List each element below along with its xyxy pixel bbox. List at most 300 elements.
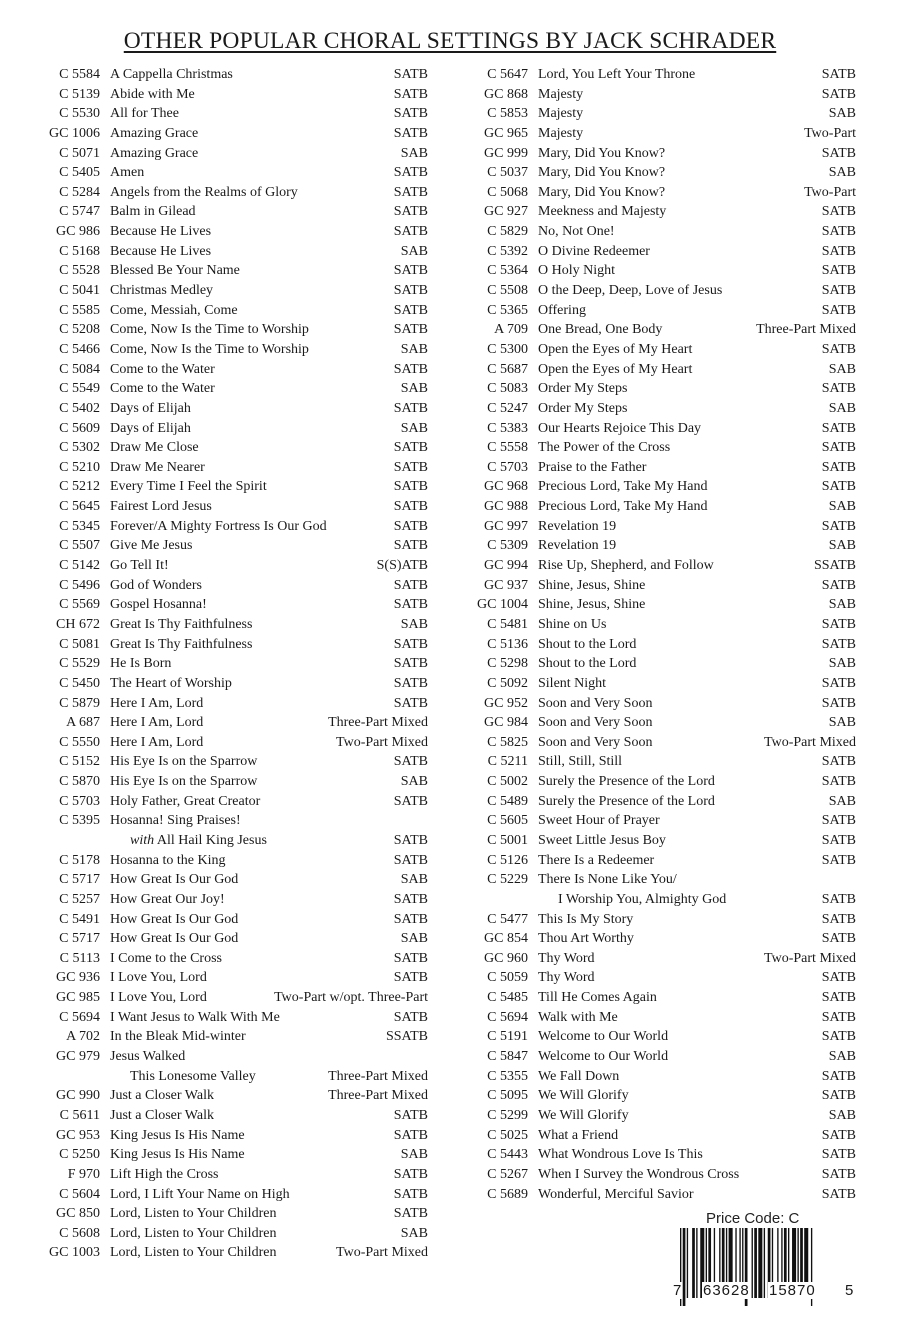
voicing: SATB	[393, 1009, 428, 1025]
song-title: Draw Me Nearer	[110, 459, 205, 475]
catalog-entry	[458, 733, 856, 753]
song-title: Jesus Walked	[110, 1049, 186, 1065]
voicing: Two-Part	[804, 125, 856, 141]
voicing: SATB	[821, 754, 856, 770]
catalog-entry	[458, 320, 856, 340]
catalog-code: C 5267	[487, 1166, 528, 1182]
voicing: SATB	[393, 636, 428, 652]
song-title: Here I Am, Lord	[110, 695, 204, 711]
song-title: Amen	[110, 165, 145, 181]
voicing: SATB	[821, 1166, 856, 1182]
catalog-code: C 5507	[59, 538, 100, 554]
voicing: SAB	[400, 420, 428, 436]
catalog-code: C 5443	[487, 1147, 528, 1163]
catalog-entry	[30, 1106, 428, 1126]
catalog-code: C 5152	[59, 754, 100, 770]
voicing: SATB	[393, 1166, 428, 1182]
catalog-code: C 5550	[59, 734, 100, 750]
voicing: SATB	[393, 224, 428, 240]
catalog-code: C 5689	[487, 1186, 528, 1202]
catalog-code: C 5081	[59, 636, 100, 652]
catalog-code: GC 997	[484, 518, 528, 534]
catalog-entry	[458, 85, 856, 105]
catalog-code: C 5694	[487, 1009, 528, 1025]
song-title: Christmas Medley	[110, 283, 214, 299]
song-title: Wonderful, Merciful Savior	[538, 1186, 694, 1202]
song-title: There Is None Like You/	[538, 872, 677, 888]
catalog-entry	[458, 713, 856, 733]
voicing: SAB	[400, 1225, 428, 1241]
voicing: SAB	[400, 872, 428, 888]
catalog-entry	[30, 497, 428, 517]
catalog-code: C 5092	[487, 675, 528, 691]
song-title: Shout to the Lord	[538, 636, 637, 652]
song-title: I Come to the Cross	[110, 950, 222, 966]
voicing: SATB	[393, 656, 428, 672]
catalog-code: C 5041	[59, 283, 100, 299]
catalog-code: C 5178	[59, 852, 100, 868]
voicing: SATB	[821, 518, 856, 534]
catalog-entry	[30, 222, 428, 242]
price-code: Price Code: C	[706, 1210, 800, 1227]
catalog-code: GC 986	[56, 224, 100, 240]
voicing: SAB	[828, 656, 856, 672]
catalog-entry	[458, 615, 856, 635]
catalog-code: A 687	[66, 715, 100, 731]
catalog-entry	[458, 1145, 856, 1165]
song-title: His Eye Is on the Sparrow	[110, 774, 258, 790]
catalog-code: C 5825	[487, 734, 528, 750]
catalog-code: C 5491	[59, 911, 100, 927]
catalog-code: C 5703	[487, 459, 528, 475]
voicing: SATB	[821, 832, 856, 848]
catalog-code: C 5405	[59, 165, 100, 181]
catalog-entry	[458, 379, 856, 399]
catalog-entry	[458, 870, 856, 890]
song-title: Open the Eyes of My Heart	[538, 341, 693, 357]
voicing: SATB	[393, 67, 428, 82]
song-title: This Lonesome Valley	[130, 1068, 256, 1084]
song-title: Our Hearts Rejoice This Day	[538, 420, 702, 436]
song-title: Lord, Listen to Your Children	[110, 1245, 277, 1261]
catalog-entry	[458, 654, 856, 674]
catalog-entry	[30, 694, 428, 714]
voicing: SATB	[393, 263, 428, 279]
catalog-code: C 5139	[59, 86, 100, 102]
voicing: SSATB	[813, 558, 856, 574]
voicing: SAB	[828, 793, 856, 809]
catalog-entry	[30, 399, 428, 419]
catalog-entry	[458, 556, 856, 576]
catalog-code: C 5257	[59, 891, 100, 907]
catalog-code: C 5095	[487, 1088, 528, 1104]
catalog-entry	[458, 1126, 856, 1146]
catalog-code: C 5569	[59, 597, 100, 613]
catalog-entry	[458, 772, 856, 792]
catalog-code: C 5126	[487, 852, 528, 868]
voicing: SATB	[821, 263, 856, 279]
voicing: SATB	[821, 1029, 856, 1045]
song-title: This Is My Story	[538, 911, 634, 927]
song-title: Come, Now Is the Time to Worship	[110, 322, 309, 338]
song-title: He Is Born	[110, 656, 172, 672]
voicing: SATB	[393, 538, 428, 554]
voicing: SAB	[400, 381, 428, 397]
catalog-entry	[458, 438, 856, 458]
voicing: Two-Part Mixed	[336, 1245, 428, 1261]
voicing: SAB	[828, 400, 856, 416]
catalog-entry	[458, 497, 856, 517]
catalog-entry	[458, 694, 856, 714]
voicing: SATB	[821, 616, 856, 632]
voicing: SAB	[828, 538, 856, 554]
catalog-code: GC 850	[56, 1206, 100, 1222]
song-title: O Divine Redeemer	[538, 243, 650, 259]
catalog-entry	[458, 851, 856, 871]
catalog-entry	[30, 831, 428, 851]
catalog-code: C 5395	[59, 813, 100, 829]
catalog-entry	[30, 772, 428, 792]
voicing: Three-Part Mixed	[328, 715, 428, 731]
song-title: The Heart of Worship	[110, 675, 232, 691]
catalog-code: C 5608	[59, 1225, 100, 1241]
song-title: Come, Now Is the Time to Worship	[110, 341, 309, 357]
song-title: No, Not One!	[538, 224, 615, 240]
catalog-entry	[458, 163, 856, 183]
voicing: Two-Part Mixed	[764, 734, 856, 750]
voicing: SAB	[828, 715, 856, 731]
catalog-code: GC 1003	[49, 1245, 100, 1261]
catalog-entry	[30, 65, 428, 85]
song-title: Lord, You Left Your Throne	[538, 67, 696, 82]
catalog-code: GC 990	[56, 1088, 100, 1104]
voicing: SATB	[821, 341, 856, 357]
voicing: SAB	[828, 165, 856, 181]
song-title: Here I Am, Lord	[110, 734, 204, 750]
song-title: What a Friend	[538, 1127, 619, 1143]
voicing: SAB	[828, 106, 856, 122]
song-title: Mary, Did You Know?	[538, 145, 666, 161]
song-title: Precious Lord, Take My Hand	[538, 499, 708, 515]
catalog-code: GC 960	[484, 950, 528, 966]
song-title: When I Survey the Wondrous Cross	[538, 1166, 740, 1182]
catalog-code: GC 985	[56, 990, 100, 1006]
catalog-code: C 5302	[59, 440, 100, 456]
song-title: We Will Glorify	[538, 1107, 629, 1123]
voicing: SATB	[393, 1127, 428, 1143]
voicing: SATB	[393, 793, 428, 809]
voicing: SAB	[400, 145, 428, 161]
voicing: SATB	[393, 597, 428, 613]
catalog-entry	[30, 654, 428, 674]
catalog-entry	[30, 870, 428, 890]
catalog-code: C 5136	[487, 636, 528, 652]
page-title: OTHER POPULAR CHORAL SETTINGS BY JACK SCHRADER	[123, 28, 777, 54]
song-title: His Eye Is on the Sparrow	[110, 754, 258, 770]
catalog-entry	[30, 419, 428, 439]
catalog-entry	[458, 910, 856, 930]
song-title: King Jesus Is His Name	[110, 1127, 245, 1143]
song-title: Thy Word	[538, 970, 595, 986]
catalog-entry	[458, 536, 856, 556]
voicing: SATB	[393, 283, 428, 299]
voicing: SATB	[393, 499, 428, 515]
catalog-entry	[30, 674, 428, 694]
voicing: SAB	[828, 499, 856, 515]
catalog-entry	[30, 104, 428, 124]
catalog-entry	[30, 595, 428, 615]
voicing: SATB	[393, 754, 428, 770]
catalog-entry	[458, 674, 856, 694]
catalog-entry	[458, 261, 856, 281]
voicing: SATB	[393, 106, 428, 122]
voicing: SATB	[393, 852, 428, 868]
voicing: SATB	[393, 302, 428, 318]
catalog-entry	[30, 1145, 428, 1165]
catalog-entry	[458, 242, 856, 262]
voicing: SATB	[821, 86, 856, 102]
voicing: SATB	[821, 636, 856, 652]
catalog-entry	[458, 1067, 856, 1087]
catalog-code: C 5489	[487, 793, 528, 809]
catalog-entry	[458, 988, 856, 1008]
voicing: SAB	[400, 341, 428, 357]
catalog-entry	[30, 615, 428, 635]
catalog-entry	[458, 635, 856, 655]
voicing: S(S)ATB	[376, 558, 428, 574]
voicing: SAB	[828, 1049, 856, 1065]
catalog-entry	[458, 890, 856, 910]
catalog-code: C 5068	[487, 184, 528, 200]
voicing: SATB	[821, 243, 856, 259]
song-title: Thy Word	[538, 950, 595, 966]
song-title: Angels from the Realms of Glory	[110, 184, 298, 200]
catalog-entry	[458, 1165, 856, 1185]
catalog-code: C 5747	[59, 204, 100, 220]
catalog-code: C 5247	[487, 400, 528, 416]
catalog-entry	[30, 85, 428, 105]
voicing: SATB	[393, 1107, 428, 1123]
song-title: Sweet Hour of Prayer	[538, 813, 660, 829]
catalog-code: C 5645	[59, 499, 100, 515]
catalog-entry	[30, 320, 428, 340]
song-title: Hosanna! Sing Praises!	[110, 813, 241, 829]
catalog-code: C 5212	[59, 479, 100, 495]
voicing: SAB	[828, 597, 856, 613]
song-title: How Great Our Joy!	[110, 891, 225, 907]
right-column	[458, 65, 856, 1204]
catalog-entry	[30, 792, 428, 812]
catalog-code: C 5584	[59, 67, 100, 82]
catalog-entry	[458, 458, 856, 478]
catalog-entry	[458, 1027, 856, 1047]
catalog-code: C 5037	[487, 165, 528, 181]
catalog-entry	[30, 360, 428, 380]
voicing: SATB	[393, 125, 428, 141]
voicing: SATB	[393, 695, 428, 711]
voicing: SATB	[821, 145, 856, 161]
voicing: SATB	[393, 440, 428, 456]
catalog-code: C 5450	[59, 675, 100, 691]
voicing: SATB	[821, 1186, 856, 1202]
catalog-entry	[30, 144, 428, 164]
catalog-entry	[30, 988, 428, 1008]
catalog-code: GC 1004	[477, 597, 528, 613]
catalog-entry	[30, 340, 428, 360]
catalog-code: C 5142	[59, 558, 100, 574]
song-title: I Love You, Lord	[110, 990, 207, 1006]
catalog-code: C 5402	[59, 400, 100, 416]
catalog-entry	[30, 301, 428, 321]
song-title: A Cappella Christmas	[110, 67, 233, 82]
song-title: Just a Closer Walk	[110, 1107, 214, 1123]
song-title: Soon and Very Soon	[538, 695, 653, 711]
barcode-digit-first: 7	[673, 1282, 682, 1299]
catalog-entry	[458, 811, 856, 831]
voicing: SATB	[821, 283, 856, 299]
catalog-entry	[458, 144, 856, 164]
catalog-code: GC 854	[484, 931, 528, 947]
song-title: O the Deep, Deep, Love of Jesus	[538, 283, 723, 299]
catalog-code: A 709	[494, 322, 528, 338]
catalog-code: C 5481	[487, 616, 528, 632]
voicing: SATB	[821, 1147, 856, 1163]
catalog-code: C 5284	[59, 184, 100, 200]
catalog-entry	[30, 379, 428, 399]
catalog-code: C 5392	[487, 243, 528, 259]
catalog-entry	[30, 1047, 428, 1067]
song-title: Welcome to Our World	[538, 1029, 669, 1045]
catalog-entry	[458, 595, 856, 615]
song-title-text: All Hail King Jesus	[156, 832, 267, 848]
song-title: Shine, Jesus, Shine	[538, 597, 646, 613]
voicing: SATB	[393, 970, 428, 986]
song-title: Majesty	[538, 106, 584, 122]
song-title: Lord, Listen to Your Children	[110, 1225, 277, 1241]
song-title: What Wondrous Love Is This	[538, 1147, 703, 1163]
catalog-entry	[30, 968, 428, 988]
catalog-code: GC 927	[484, 204, 528, 220]
song-title: Go Tell It!	[110, 558, 169, 574]
title-prefix: with	[130, 832, 155, 848]
catalog-code: C 5611	[59, 1107, 100, 1123]
catalog-code: C 5879	[59, 695, 100, 711]
catalog-code: C 5059	[487, 970, 528, 986]
catalog-code: GC 994	[484, 558, 528, 574]
song-title: Gospel Hosanna!	[110, 597, 207, 613]
song-title: Give Me Jesus	[110, 538, 193, 554]
voicing: SAB	[400, 616, 428, 632]
voicing: Two-Part w/opt. Three-Part	[274, 990, 428, 1006]
song-title: Days of Elijah	[110, 400, 191, 416]
voicing: SATB	[393, 832, 428, 848]
catalog-code: GC 868	[484, 86, 528, 102]
voicing: SATB	[821, 695, 856, 711]
catalog-code: C 5703	[59, 793, 100, 809]
catalog-entry	[458, 399, 856, 419]
voicing: SATB	[393, 518, 428, 534]
voicing: SATB	[393, 1186, 428, 1202]
song-title: Shine, Jesus, Shine	[538, 577, 646, 593]
catalog-entry	[30, 1165, 428, 1185]
voicing: SATB	[393, 400, 428, 416]
catalog-entry	[458, 124, 856, 144]
catalog-entry	[30, 1204, 428, 1224]
voicing: SATB	[393, 675, 428, 691]
catalog-code: C 5529	[59, 656, 100, 672]
voicing: SATB	[821, 1088, 856, 1104]
catalog-entry	[30, 458, 428, 478]
song-title: Soon and Very Soon	[538, 734, 653, 750]
voicing: SATB	[393, 479, 428, 495]
catalog-code: C 5694	[59, 1009, 100, 1025]
barcode-digits	[672, 1282, 858, 1302]
catalog-code: GC 937	[484, 577, 528, 593]
catalog-code: C 5345	[59, 518, 100, 534]
voicing: SATB	[821, 813, 856, 829]
song-title: We Fall Down	[538, 1068, 620, 1084]
voicing: SATB	[821, 675, 856, 691]
catalog-entry	[458, 576, 856, 596]
song-title: Rise Up, Shepherd, and Follow	[538, 558, 714, 574]
voicing: SATB	[821, 224, 856, 240]
song-title: Blessed Be Your Name	[110, 263, 240, 279]
song-title: Here I Am, Lord	[110, 715, 204, 731]
song-title: Days of Elijah	[110, 420, 191, 436]
song-title: Amazing Grace	[110, 145, 199, 161]
song-title: Shout to the Lord	[538, 656, 637, 672]
catalog-entry	[30, 438, 428, 458]
catalog-entry	[30, 713, 428, 733]
catalog-code: C 5084	[59, 361, 100, 377]
catalog-code: C 5365	[487, 302, 528, 318]
song-title: How Great Is Our God	[110, 931, 239, 947]
song-title: Majesty	[538, 125, 584, 141]
catalog-entry	[458, 477, 856, 497]
voicing: SATB	[821, 67, 856, 82]
song-title: Offering	[538, 302, 586, 318]
catalog-entry	[458, 949, 856, 969]
barcode-group-2: 15870	[769, 1282, 816, 1299]
song-title: How Great Is Our God	[110, 911, 239, 927]
voicing: SATB	[821, 852, 856, 868]
catalog-entry	[458, 183, 856, 203]
catalog-code: C 5466	[59, 341, 100, 357]
catalog-entry	[30, 1224, 428, 1244]
voicing: SAB	[400, 1147, 428, 1163]
catalog-code: C 5717	[59, 872, 100, 888]
song-title: The Power of the Cross	[538, 440, 671, 456]
song-title: Order My Steps	[538, 381, 628, 397]
catalog-code: GC 979	[56, 1049, 100, 1065]
voicing: SATB	[821, 479, 856, 495]
catalog-entry	[458, 222, 856, 242]
catalog-entry	[458, 65, 856, 85]
catalog-code: C 5870	[59, 774, 100, 790]
catalog-entry	[458, 1047, 856, 1067]
catalog-entry	[458, 968, 856, 988]
voicing: SATB	[821, 459, 856, 475]
voicing: SATB	[821, 891, 856, 907]
voicing: SATB	[393, 891, 428, 907]
catalog-code: C 5585	[59, 302, 100, 318]
song-title: Thou Art Worthy	[538, 931, 634, 947]
catalog-entry	[30, 556, 428, 576]
catalog-entry	[30, 890, 428, 910]
song-title: Sweet Little Jesus Boy	[538, 832, 666, 848]
catalog-entry	[30, 635, 428, 655]
catalog-entry	[30, 811, 428, 831]
